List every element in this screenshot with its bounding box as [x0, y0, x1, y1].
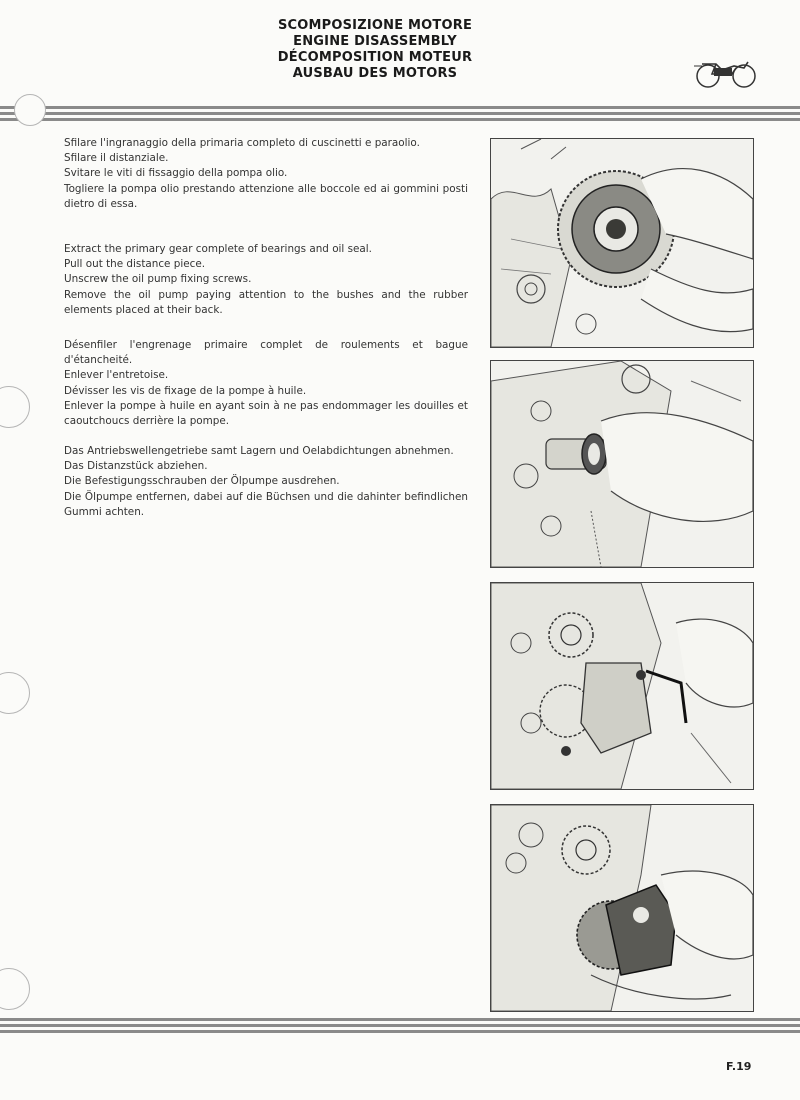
text-french: [64, 338, 468, 429]
instruction-line: Togliere la pompa olio prestando attenzione alle boccole ed ai gommini posti dietro di essa.: [64, 182, 468, 210]
text-german: [64, 444, 468, 520]
instruction-line: Désenfiler l'engrenage primaire complet de roulements et bague d'étancheité.: [64, 339, 468, 367]
figure-distance-piece: [490, 360, 754, 568]
instruction-line: Dévisser les vis de fixage de la pompe à huile.: [64, 384, 307, 397]
punch-hole: [14, 94, 46, 126]
punch-hole: [0, 386, 30, 428]
instruction-line: Svitare le viti di fissaggio della pompa olio.: [64, 167, 288, 180]
page-header: [0, 18, 750, 82]
instruction-line: Das Antriebswellengetriebe samt Lagern und Oelabdichtungen abnehmen.: [64, 445, 454, 457]
instruction-line: Enlever l'entretoise.: [64, 369, 169, 382]
header-rule: [0, 106, 800, 126]
motorcycle-icon: [692, 52, 758, 92]
figure-oil-pump-removal: [490, 804, 754, 1012]
punch-hole: [0, 968, 30, 1010]
instruction-line: Extract the primary gear complete of bearings and oil seal.: [64, 243, 372, 255]
instruction-line: Pull out the distance piece.: [64, 258, 206, 271]
page-number: F.19: [726, 1060, 752, 1073]
instruction-line: Sfilare il distanziale.: [64, 152, 169, 165]
title-english: ENGINE DISASSEMBLY: [293, 34, 457, 49]
instruction-line: Die Befestigungsschrauben der Ölpumpe ausdrehen.: [64, 475, 340, 488]
figure-primary-gear: [490, 138, 754, 348]
instruction-line: Enlever la pompe à huile en ayant soin à ne pas endommager les douilles et caoutchoucs derrière la pompe.: [64, 399, 468, 428]
instruction-line: Sfilare l'ingranaggio della primaria completo di cuscinetti e paraolio.: [64, 137, 420, 149]
title-german: AUSBAU DES MOTORS: [292, 66, 458, 81]
title-italian: SCOMPOSIZIONE MOTORE: [277, 18, 473, 33]
instruction-line: Unscrew the oil pump fixing screws.: [64, 273, 252, 286]
instruction-line: Remove the oil pump paying attention to the bushes and the rubber elements placed at their back.: [64, 288, 468, 316]
instruction-line: Die Ölpumpe entfernen, dabei auf die Büchsen und die dahinter befindlichen Gummi achten.: [64, 490, 468, 518]
instruction-line: Das Distanzstück abziehen.: [64, 460, 208, 473]
figure-oil-pump-screws: [490, 582, 754, 790]
text-italian: [64, 136, 468, 212]
text-english: [64, 242, 468, 318]
punch-hole: [0, 672, 30, 714]
title-french: DÉCOMPOSITION MOTEUR: [277, 50, 473, 65]
footer-rule: [0, 1018, 800, 1038]
